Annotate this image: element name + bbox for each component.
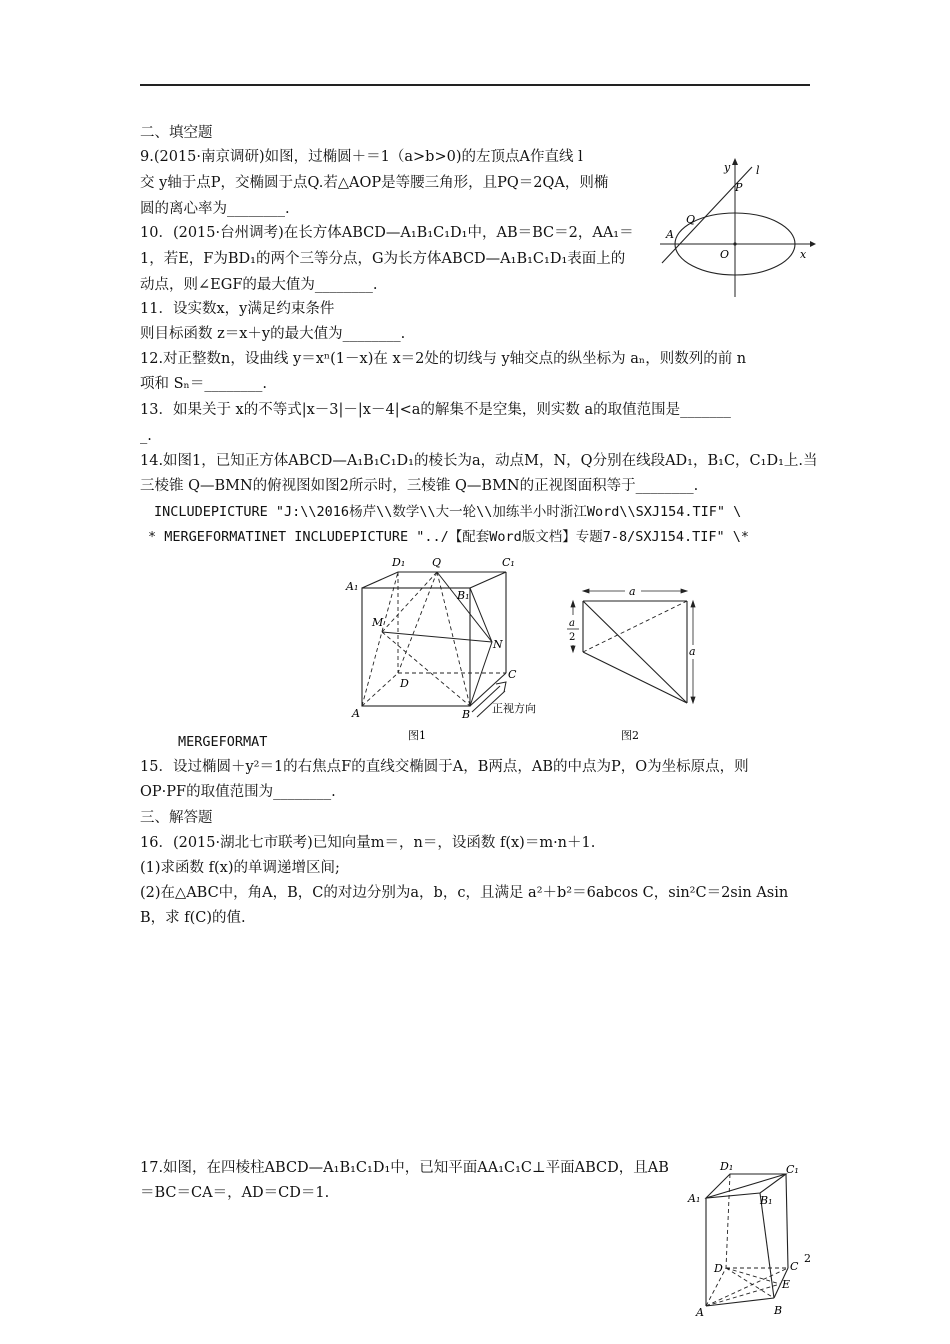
label-C1: C₁ [786, 1163, 799, 1176]
label-C1: C₁ [502, 556, 515, 569]
q12-line-2: 项和 Sₙ＝________. [140, 376, 267, 392]
q9-line-2: 交 y轴于点P，交椭圆于点Q.若△AOP是等腰三角形，且PQ＝2QA，则椭 [140, 175, 609, 191]
label-x: x [800, 248, 807, 261]
q11-line-1: 11．设实数x，y满足约束条件 [140, 301, 335, 317]
q14-line-1: 14.如图1，已知正方体ABCD—A₁B₁C₁D₁的棱长为a，动点M，N，Q分别在线段AD₁，B₁C，C₁D₁上.当 [140, 453, 818, 469]
diagonal [583, 601, 687, 703]
dim-arrow-left-top [571, 601, 575, 607]
label-B: B [774, 1304, 783, 1317]
dim-label-right: a [689, 645, 696, 658]
segment-AD1 [362, 572, 398, 706]
top-view-figure-2 [565, 585, 700, 745]
fig1-caption: 图1 [408, 729, 426, 742]
front-face [362, 588, 470, 706]
q16-line-1: 16．(2015·湖北七市联考)已知向量m＝，n＝，设函数 f(x)＝m·n＋1. [140, 835, 596, 851]
y-axis-arrow [732, 158, 738, 165]
label-P: P [735, 181, 743, 194]
dim-arrow-top-left [583, 589, 589, 593]
q10-line-2: 1，若E，F为BD₁的两个三等分点，G为长方体ABCD—A₁B₁C₁D₁表面上的 [140, 251, 626, 267]
hidden-diagonal [583, 601, 687, 652]
ellipse-figure [660, 155, 820, 300]
q17-line-2: ＝BC＝CA＝，AD＝CD＝1. [140, 1185, 330, 1201]
q9-line-1: 9.(2015·南京调研)如图，过椭圆＋＝1（a>b>0)的左顶点A作直线 l [140, 149, 583, 165]
label-D: D [714, 1262, 723, 1275]
label-A: A [352, 707, 360, 720]
q14-field-code-3: MERGEFORMAT [178, 734, 268, 750]
q13-line-1: 13．如果关于 x的不等式|x－3|－|x－4|<a的解集不是空集，则实数 a的取值范围是_______ [140, 402, 731, 418]
edge-BB1 [760, 1193, 774, 1298]
label-B1: B₁ [760, 1194, 773, 1207]
bottom-slant-edge [583, 652, 687, 703]
section-fill-heading: 二、填空题 [140, 125, 213, 141]
label-N: N [493, 638, 503, 651]
label-M: M [372, 616, 384, 629]
label-l: l [756, 164, 760, 177]
q16-line-2: (1)求函数 f(x)的单调递增区间; [140, 860, 340, 876]
x-axis-arrow [810, 241, 816, 247]
dim-arrow-right-top [691, 601, 695, 607]
label-C: C [790, 1260, 799, 1273]
hidden-edge-AD [362, 673, 398, 706]
label-A1: A₁ [688, 1192, 701, 1205]
segment-MB [382, 632, 470, 706]
dim-arrow-left-bottom [571, 646, 575, 652]
label-D: D [400, 677, 409, 690]
q15-line-2: OP·PF的取值范围为________. [140, 784, 336, 800]
dim-label-left-numerator: a [569, 618, 575, 629]
q17-line-1: 17.如图，在四棱柱ABCD—A₁B₁C₁D₁中，已知平面AA₁C₁C⊥平面ABCD，且AB [140, 1160, 669, 1176]
label-C: C [508, 668, 517, 681]
origin-dot [733, 242, 736, 245]
dim-label-top: a [629, 585, 636, 598]
q9-line-3: 圆的离心率为________. [140, 201, 290, 217]
q16-line-3: (2)在△ABC中，角A，B，C的对边分别为a，b，c，且满足 a²＋b²＝6abcos C，sin²C＝2sin Asin [140, 885, 789, 901]
label-B1: B₁ [457, 589, 470, 602]
q16-line-4: B，求 f(C)的值. [140, 910, 246, 926]
section-solve-heading: 三、解答题 [140, 810, 213, 826]
q14-field-code-2: * MERGEFORMATINET INCLUDEPICTURE "../【配套Word版文档】专题7-8/SXJ154.TIF" \* [148, 529, 750, 545]
cube-figure-1 [340, 550, 560, 745]
edge-mark: 2 [804, 1252, 811, 1265]
label-A: A [696, 1306, 704, 1319]
label-A1: A₁ [346, 580, 359, 593]
fig2-caption: 图2 [621, 729, 639, 742]
label-A: A [666, 228, 674, 241]
hidden-edge-DD1 [726, 1174, 730, 1268]
q15-line-1: 15．设过椭圆＋y²＝1的右焦点F的直线交椭圆于A，B两点，AB的中点为P，O为坐标原点，则 [140, 759, 749, 775]
label-E: E [782, 1278, 791, 1291]
header-rule [140, 84, 810, 86]
label-O: O [720, 248, 730, 261]
dim-arrow-right-bottom [691, 697, 695, 703]
dim-label-left-denominator: 2 [569, 632, 576, 643]
edge-AB [706, 1298, 774, 1306]
q11-line-2: 则目标函数 z＝x＋y的最大值为________. [140, 326, 406, 342]
prism-figure [678, 1160, 818, 1320]
q10-line-3: 动点，则∠EGF的最大值为________. [140, 277, 378, 293]
q12-line-1: 12.对正整数n，设曲线 y＝xⁿ(1－x)在 x＝2处的切线与 y轴交点的纵坐标为 aₙ，则数列的前 n [140, 351, 747, 367]
dim-arrow-top-right [681, 589, 687, 593]
q14-field-code-1: INCLUDEPICTURE "J:\\2016杨芹\\数学\\大一轮\\加练半小时浙江Word\\SXJ154.TIF" \ [154, 504, 742, 520]
label-y: y [724, 161, 731, 174]
segment-QD [398, 572, 437, 673]
q13-line-2: _. [140, 428, 152, 444]
segment-MN [382, 632, 492, 642]
label-D1: D₁ [392, 556, 406, 569]
label-D1: D₁ [720, 1160, 734, 1173]
edge-CC1 [786, 1174, 788, 1268]
q14-line-2: 三棱锥 Q—BMN的俯视图如图2所示时，三棱锥 Q—BMN的正视图面积等于________. [140, 478, 699, 494]
label-B: B [462, 708, 471, 721]
segment-B1N [470, 588, 492, 642]
label-Q: Q [432, 556, 442, 569]
q10-line-1: 10．(2015·台州调考)在长方体ABCD—A₁B₁C₁D₁中，AB＝BC＝2，AA₁＝ [140, 225, 634, 241]
view-direction-label: 正视方向 [492, 702, 536, 715]
label-Q: Q [686, 213, 696, 226]
